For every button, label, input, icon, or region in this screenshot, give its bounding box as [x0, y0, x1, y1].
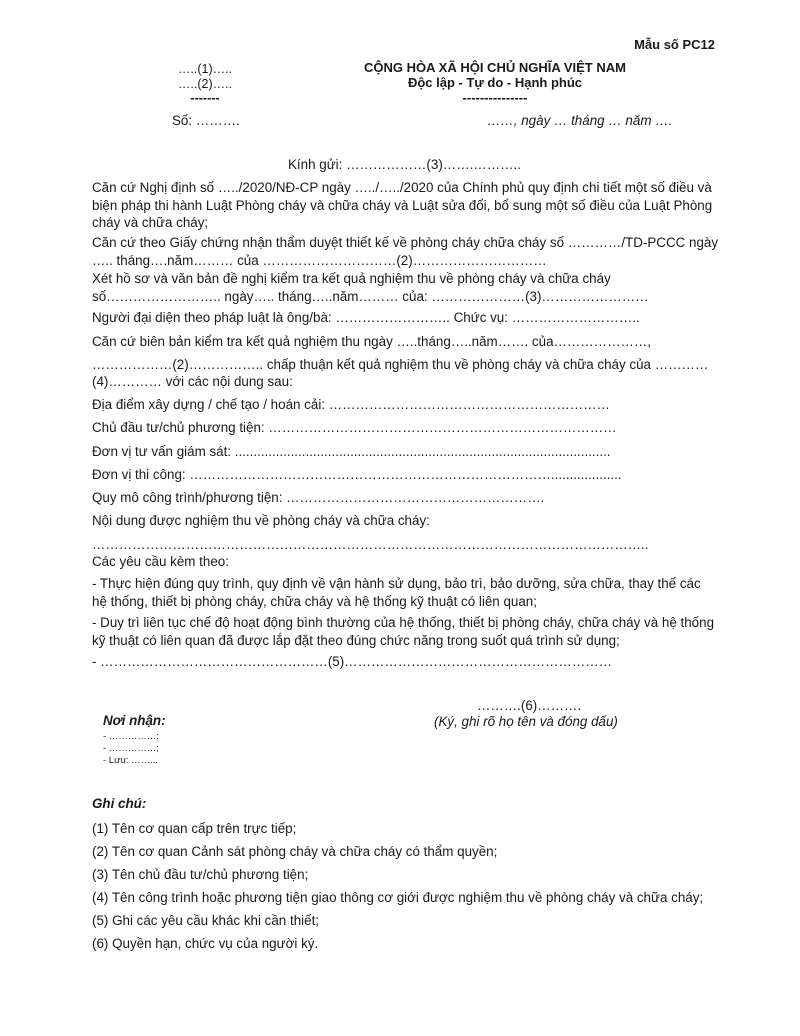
text-line: số…………………….. ngày….. tháng…..năm……… của: …………………(3)…………………… — [92, 288, 649, 304]
field-contractor: Đơn vị thi công: ………………………………………………………………………................... — [92, 466, 622, 482]
document-date: ……, ngày … tháng … năm …. — [487, 113, 673, 128]
agency-line-1: …..(1)….. — [177, 62, 233, 76]
requirement-2 — [92, 614, 718, 649]
text-line: Các yêu cầu kèm theo: — [92, 554, 229, 569]
text-line: hệ thống, thiết bị phòng cháy, chữa cháy và hệ thống kỹ thuật có liên quan; — [92, 593, 537, 609]
paragraph-representative — [92, 309, 718, 327]
field-content: Nội dung được nghiệm thu về phòng cháy và chữa cháy: — [92, 513, 430, 529]
note-item: (3) Tên chủ đầu tư/chủ phương tiện; — [92, 867, 309, 882]
recipient-line: Kính gửi: ………………(3)…….……….. — [288, 157, 521, 172]
field-content-blank: …………………………………………………………………………………………………………….. — [92, 536, 649, 552]
recipient-item: - ……………; — [103, 731, 159, 742]
issuing-agency-header — [140, 62, 270, 106]
recipients-title: Nơi nhận: — [103, 713, 166, 728]
note-item: (2) Tên cơ quan Cảnh sát phòng cháy và chữa cháy có thẩm quyền; — [92, 844, 498, 859]
note-item: (4) Tên công trình hoặc phương tiện giao thông cơ giới được nghiệm thu về phòng cháy và chữa cháy; — [92, 890, 704, 905]
text-line: kỹ thuật có liên quan đã được lắp đặt theo đúng chức năng trong suốt quá trình sử dụng; — [92, 632, 620, 648]
recipient-item: - ……………; — [103, 743, 159, 754]
text-line: ….. tháng….năm……… của …………………………(2)………………………… — [92, 252, 547, 268]
form-number: Mẫu số PC12 — [634, 37, 715, 52]
note-item: (5) Ghi các yêu cầu khác khi cần thiết; — [92, 913, 320, 928]
requirements-title — [92, 553, 718, 571]
signer-placeholder: ……….(6)………. — [477, 698, 582, 713]
national-motto: Độc lập - Tự do - Hạnh phúc — [407, 75, 583, 90]
recipient-item: - Lưu: ……... — [103, 755, 158, 766]
note-item: (1) Tên cơ quan cấp trên trực tiếp; — [92, 821, 297, 836]
field-location: Địa điểm xây dựng / chế tạo / hoán cải: ……………………………………………………… — [92, 397, 610, 412]
recipients-list — [103, 731, 159, 767]
requirement-1 — [92, 575, 718, 610]
text-line: - Thực hiện đúng quy trình, quy định về vận hành sử dụng, bảo trì, bảo dưỡng, sửa chữa, thay thế các — [92, 576, 701, 591]
field-supervisor: Đơn vị tư vấn giám sát: ..................................................................................................... — [92, 443, 611, 459]
requirement-3 — [92, 653, 718, 671]
notes-list — [92, 817, 703, 955]
text-line: Người đại diện theo pháp luật là ông/bà: …………………….. Chức vụ: ……………………….. — [92, 310, 640, 325]
note-item: (6) Quyền hạn, chức vụ của người ký. — [92, 936, 319, 951]
paragraph-certificate — [92, 234, 718, 269]
agency-divider: ------- — [190, 91, 220, 105]
paragraph-review — [92, 270, 718, 305]
text-line: Căn cứ theo Giấy chứng nhận thẩm duyệt thiết kế về phòng cháy chữa cháy số …………/TD-PCCC ngày — [92, 235, 719, 250]
field-list — [92, 393, 718, 556]
text-line: - ……………………………………………(5)…………………………………………………… — [92, 654, 612, 669]
text-line: cháy và chữa cháy; — [92, 215, 209, 230]
text-line: Xét hồ sơ và văn bản đề nghị kiểm tra kết quả nghiệm thu về phòng cháy và chữa cháy — [92, 271, 611, 286]
national-title: CỘNG HÒA XÃ HỘI CHỦ NGHĨA VIỆT NAM — [364, 60, 626, 75]
text-line: (4)………… với các nội dung sau: — [92, 374, 293, 389]
document-number: Số: ………. — [172, 113, 240, 128]
paragraph-legal-basis — [92, 179, 718, 232]
text-line: biện pháp thi hành Luật Phòng cháy và chữa cháy và Luật sửa đổi, bổ sung một số điều của Luật Phòng — [92, 197, 713, 213]
agency-line-2: …..(2)….. — [177, 76, 233, 91]
text-line: Căn cứ biên bản kiểm tra kết quả nghiệm thu ngày …..tháng…..năm……. của…………………, — [92, 334, 651, 349]
text-line: Căn cứ Nghị định số …../2020/NĐ-CP ngày …../…../2020 của Chính phủ quy định chi tiết một số điều và — [92, 180, 712, 195]
national-divider: --------------- — [462, 90, 528, 105]
signature-instruction: (Ký, ghi rõ họ tên và đóng dấu) — [434, 714, 618, 729]
national-header — [330, 60, 660, 105]
field-owner: Chủ đầu tư/chủ phương tiện: …………………………………………………………………… — [92, 420, 617, 436]
text-line: - Duy trì liên tục chế độ hoạt động bình thường của hệ thống, thiết bị phòng cháy, chữa cháy và hệ thống — [92, 615, 715, 630]
notes-title: Ghi chú: — [92, 796, 147, 811]
paragraph-inspection-record — [92, 333, 718, 391]
field-scale: Quy mô công trình/phương tiện: …………………………………………………. — [92, 490, 545, 506]
text-line: ………………(2)…………….. chấp thuận kết quả nghiệm thu về phòng cháy và chữa cháy của ………… — [92, 356, 709, 372]
